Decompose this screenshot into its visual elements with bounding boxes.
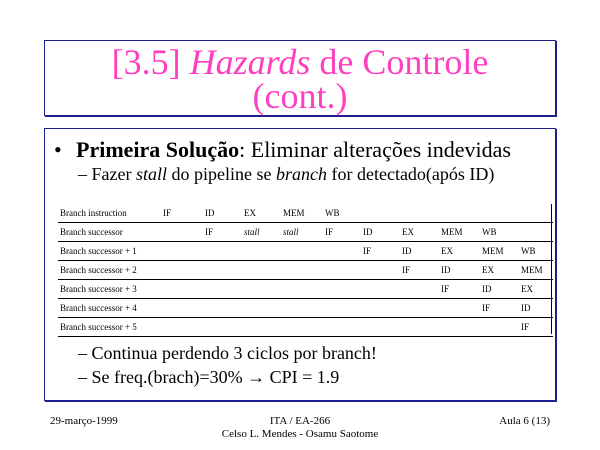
stage-cell: MEM <box>482 246 504 256</box>
title-italic: Hazards <box>189 42 311 82</box>
stage-cell: IF <box>402 265 411 275</box>
stage-cell: WB <box>521 246 536 256</box>
stage-cell: IF <box>521 322 530 332</box>
table-row <box>58 261 553 280</box>
sub1-text-3: for detectado(após ID) <box>326 164 495 184</box>
sub-marker: – <box>78 367 87 387</box>
sub-marker: – <box>78 164 87 184</box>
stage-cell: EX <box>521 284 533 294</box>
stage-cell: ID <box>363 227 373 237</box>
table-row <box>58 242 553 261</box>
stage-cell: IF <box>441 284 450 294</box>
stage-cell: IF <box>325 227 334 237</box>
stage-cell: WB <box>325 208 340 218</box>
table-row <box>58 204 553 223</box>
sub1-text-2: do pipeline se <box>167 164 276 184</box>
sub3-text: Se freq.(brach)=30% → CPI = 1.9 <box>91 367 340 387</box>
stage-cell: ID <box>521 303 531 313</box>
stage-cell: IF <box>363 246 372 256</box>
sub1-text-1: Fazer <box>91 164 136 184</box>
stage-cell: ID <box>482 284 492 294</box>
sub1-italic-2: branch <box>275 164 327 184</box>
bullet-text: : Eliminar alterações indevidas <box>239 137 511 162</box>
footer-authors: Celso L. Mendes - Osamu Saotome <box>221 428 379 440</box>
sub1-italic-1: stall <box>135 164 167 184</box>
table-row <box>58 280 553 299</box>
bullet-marker: • <box>54 137 62 162</box>
slide-title-line2: (cont.) <box>252 76 348 116</box>
sub-bullet-stall <box>78 164 494 184</box>
main-bullet <box>54 138 511 162</box>
stage-cell: IF <box>163 208 172 218</box>
stage-cell: EX <box>482 265 494 275</box>
table-right-border <box>551 204 552 334</box>
stage-cell: ID <box>441 265 451 275</box>
pipeline-table <box>58 204 553 336</box>
title-box <box>44 40 556 116</box>
row-label: Branch successor + 3 <box>60 284 137 294</box>
stage-cell: stall <box>244 227 260 237</box>
sub2-text: Continua perdendo 3 ciclos por branch! <box>91 343 377 363</box>
footer-page: Aula 6 (13) <box>499 415 550 427</box>
row-label: Branch successor <box>60 227 123 237</box>
bullet-bold: Primeira Solução <box>76 137 240 162</box>
row-label: Branch instruction <box>60 208 127 218</box>
title-prefix: [3.5] <box>111 42 190 82</box>
footer-date: 29-março-1999 <box>50 415 118 427</box>
stage-cell: MEM <box>441 227 463 237</box>
row-label: Branch successor + 5 <box>60 322 137 332</box>
stage-cell: MEM <box>283 208 305 218</box>
table-row <box>58 318 553 337</box>
row-label: Branch successor + 4 <box>60 303 137 313</box>
table-row <box>58 299 553 318</box>
stage-cell: WB <box>482 227 497 237</box>
title-suffix: de Controle <box>310 42 489 82</box>
row-label: Branch successor + 1 <box>60 246 137 256</box>
stage-cell: stall <box>283 227 299 237</box>
stage-cell: EX <box>244 208 256 218</box>
stage-cell: IF <box>205 227 214 237</box>
sub-bullet-cycles <box>78 343 377 363</box>
stage-cell: EX <box>402 227 414 237</box>
footer-course: ITA / EA-266 <box>269 415 331 427</box>
stage-cell: ID <box>205 208 215 218</box>
stage-cell: EX <box>441 246 453 256</box>
stage-cell: ID <box>402 246 412 256</box>
table-row <box>58 223 553 242</box>
stage-cell: MEM <box>521 265 543 275</box>
row-label: Branch successor + 2 <box>60 265 137 275</box>
sub-bullet-cpi <box>78 367 339 387</box>
stage-cell: IF <box>482 303 491 313</box>
slide-title <box>45 44 555 80</box>
sub-marker: – <box>78 343 87 363</box>
